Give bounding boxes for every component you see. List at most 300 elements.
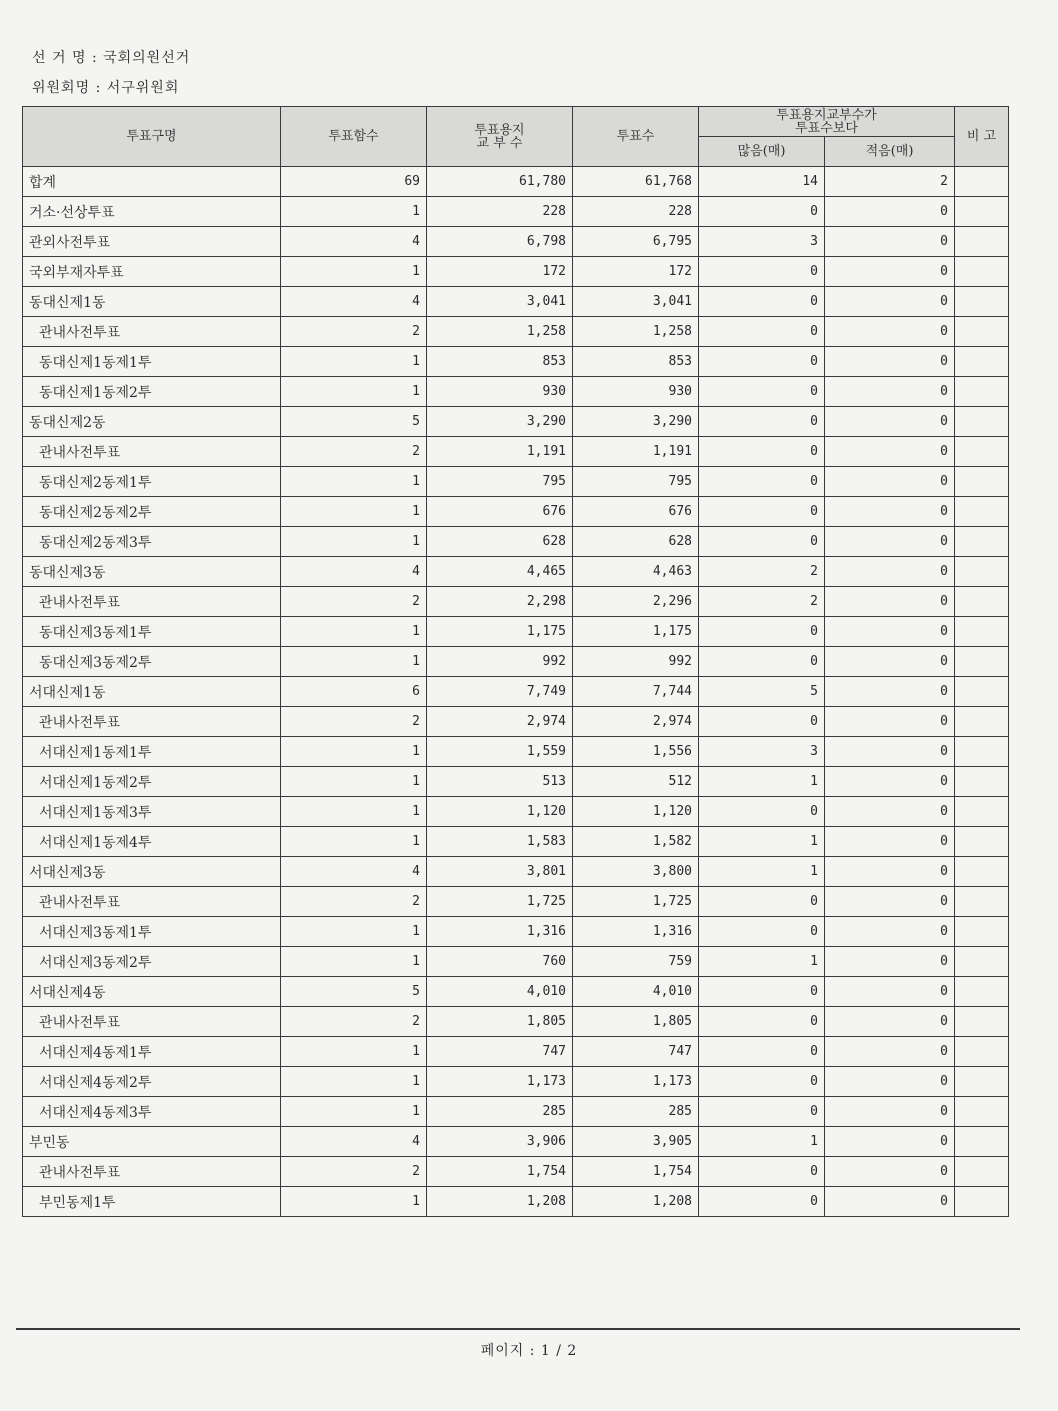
cell-ballots-issued: 853 [427, 347, 573, 377]
cell-votes: 853 [573, 347, 699, 377]
cell-more: 0 [699, 917, 825, 947]
cell-ballots-issued: 61,780 [427, 167, 573, 197]
cell-boxes: 1 [281, 947, 427, 977]
cell-more: 0 [699, 1037, 825, 1067]
cell-boxes: 1 [281, 647, 427, 677]
cell-less: 0 [825, 587, 955, 617]
cell-more: 0 [699, 197, 825, 227]
cell-note [955, 617, 1009, 647]
cell-boxes: 2 [281, 1007, 427, 1037]
table-row [23, 767, 1009, 797]
cell-boxes: 1 [281, 737, 427, 767]
cell-less: 0 [825, 887, 955, 917]
cell-boxes: 4 [281, 227, 427, 257]
cell-ballots-issued: 4,465 [427, 557, 573, 587]
cell-ballots-issued: 1,120 [427, 797, 573, 827]
cell-note [955, 1157, 1009, 1187]
cell-boxes: 4 [281, 1127, 427, 1157]
cell-more: 0 [699, 887, 825, 917]
committee-name-separator: : [95, 80, 102, 96]
cell-more: 0 [699, 437, 825, 467]
cell-district: 동대신제1동제1투 [23, 347, 281, 377]
cell-less: 0 [825, 797, 955, 827]
cell-district: 합계 [23, 167, 281, 197]
cell-boxes: 1 [281, 257, 427, 287]
cell-boxes: 1 [281, 1037, 427, 1067]
committee-name-label: 위원회명 [32, 80, 91, 96]
cell-district: 관외사전투표 [23, 227, 281, 257]
table-row [23, 977, 1009, 1007]
cell-boxes: 1 [281, 797, 427, 827]
cell-note [955, 647, 1009, 677]
table-row [23, 1067, 1009, 1097]
cell-votes: 172 [573, 257, 699, 287]
cell-less: 0 [825, 947, 955, 977]
cell-boxes: 1 [281, 1097, 427, 1127]
cell-votes: 7,744 [573, 677, 699, 707]
cell-votes: 1,556 [573, 737, 699, 767]
cell-note [955, 347, 1009, 377]
cell-ballots-issued: 628 [427, 527, 573, 557]
cell-votes: 3,041 [573, 287, 699, 317]
table-row [23, 257, 1009, 287]
committee-name-value: 서구위원회 [106, 80, 180, 96]
column-header-less: 적음(매) [825, 137, 955, 167]
cell-more: 1 [699, 827, 825, 857]
cell-ballots-issued: 172 [427, 257, 573, 287]
cell-boxes: 1 [281, 1067, 427, 1097]
cell-votes: 930 [573, 377, 699, 407]
cell-boxes: 2 [281, 1157, 427, 1187]
table-row [23, 527, 1009, 557]
table-row [23, 437, 1009, 467]
cell-district: 동대신제3동 [23, 557, 281, 587]
table-row [23, 587, 1009, 617]
table-row [23, 917, 1009, 947]
cell-district: 서대신제4동 [23, 977, 281, 1007]
cell-ballots-issued: 1,754 [427, 1157, 573, 1187]
cell-more: 0 [699, 977, 825, 1007]
cell-votes: 6,795 [573, 227, 699, 257]
cell-less: 0 [825, 407, 955, 437]
cell-more: 0 [699, 647, 825, 677]
cell-boxes: 2 [281, 437, 427, 467]
table-row [23, 467, 1009, 497]
cell-votes: 1,175 [573, 617, 699, 647]
cell-ballots-issued: 1,805 [427, 1007, 573, 1037]
cell-more: 5 [699, 677, 825, 707]
cell-note [955, 1187, 1009, 1217]
cell-boxes: 5 [281, 977, 427, 1007]
cell-district: 서대신제4동제1투 [23, 1037, 281, 1067]
cell-votes: 1,805 [573, 1007, 699, 1037]
cell-more: 0 [699, 407, 825, 437]
cell-votes: 1,754 [573, 1157, 699, 1187]
cell-district: 국외부재자투표 [23, 257, 281, 287]
cell-boxes: 1 [281, 527, 427, 557]
cell-less: 0 [825, 977, 955, 1007]
cell-note [955, 557, 1009, 587]
cell-district: 거소·선상투표 [23, 197, 281, 227]
cell-ballots-issued: 1,559 [427, 737, 573, 767]
cell-more: 0 [699, 257, 825, 287]
cell-boxes: 5 [281, 407, 427, 437]
cell-ballots-issued: 795 [427, 467, 573, 497]
cell-votes: 4,463 [573, 557, 699, 587]
page-number: 페이지 : 1 / 2 [480, 1343, 578, 1359]
cell-votes: 2,296 [573, 587, 699, 617]
cell-ballots-issued: 676 [427, 497, 573, 527]
cell-more: 0 [699, 797, 825, 827]
table-row [23, 797, 1009, 827]
cell-district: 서대신제1동제4투 [23, 827, 281, 857]
column-header-boxes: 투표함수 [281, 107, 427, 167]
cell-more: 3 [699, 737, 825, 767]
election-name-value: 국회의원선거 [103, 50, 191, 66]
cell-district: 서대신제3동 [23, 857, 281, 887]
cell-note [955, 1127, 1009, 1157]
cell-boxes: 2 [281, 887, 427, 917]
cell-ballots-issued: 760 [427, 947, 573, 977]
cell-ballots-issued: 1,175 [427, 617, 573, 647]
committee-name-line [32, 77, 179, 97]
cell-votes: 4,010 [573, 977, 699, 1007]
cell-ballots-issued: 228 [427, 197, 573, 227]
cell-boxes: 2 [281, 317, 427, 347]
cell-less: 0 [825, 467, 955, 497]
cell-district: 서대신제3동제2투 [23, 947, 281, 977]
cell-less: 0 [825, 737, 955, 767]
cell-district: 서대신제1동제2투 [23, 767, 281, 797]
cell-note [955, 977, 1009, 1007]
cell-district: 동대신제3동제2투 [23, 647, 281, 677]
cell-district: 서대신제1동제1투 [23, 737, 281, 767]
cell-note [955, 767, 1009, 797]
cell-ballots-issued: 3,041 [427, 287, 573, 317]
cell-note [955, 257, 1009, 287]
cell-less: 0 [825, 227, 955, 257]
cell-more: 0 [699, 707, 825, 737]
cell-less: 0 [825, 527, 955, 557]
cell-less: 0 [825, 557, 955, 587]
cell-ballots-issued: 1,725 [427, 887, 573, 917]
cell-ballots-issued: 2,298 [427, 587, 573, 617]
cell-boxes: 1 [281, 197, 427, 227]
cell-more: 2 [699, 557, 825, 587]
cell-boxes: 1 [281, 347, 427, 377]
cell-note [955, 917, 1009, 947]
cell-ballots-issued: 1,258 [427, 317, 573, 347]
table-row [23, 407, 1009, 437]
cell-district: 관내사전투표 [23, 317, 281, 347]
cell-ballots-issued: 6,798 [427, 227, 573, 257]
cell-more: 0 [699, 317, 825, 347]
cell-boxes: 4 [281, 857, 427, 887]
cell-boxes: 4 [281, 287, 427, 317]
cell-boxes: 2 [281, 707, 427, 737]
cell-note [955, 737, 1009, 767]
cell-district: 관내사전투표 [23, 587, 281, 617]
cell-note [955, 887, 1009, 917]
cell-ballots-issued: 7,749 [427, 677, 573, 707]
cell-less: 0 [825, 377, 955, 407]
cell-less: 0 [825, 1067, 955, 1097]
ballot-count-table [22, 106, 1009, 1217]
cell-note [955, 707, 1009, 737]
table-row [23, 827, 1009, 857]
cell-district: 동대신제2동제1투 [23, 467, 281, 497]
cell-less: 0 [825, 707, 955, 737]
cell-note [955, 677, 1009, 707]
cell-less: 0 [825, 347, 955, 377]
table-body [23, 167, 1009, 1217]
cell-note [955, 467, 1009, 497]
cell-more: 0 [699, 497, 825, 527]
table-row [23, 1007, 1009, 1037]
cell-district: 동대신제3동제1투 [23, 617, 281, 647]
cell-more: 0 [699, 377, 825, 407]
cell-district: 동대신제1동 [23, 287, 281, 317]
cell-ballots-issued: 4,010 [427, 977, 573, 1007]
cell-note [955, 527, 1009, 557]
table-row [23, 737, 1009, 767]
table-row [23, 1157, 1009, 1187]
cell-less: 0 [825, 647, 955, 677]
cell-ballots-issued: 1,208 [427, 1187, 573, 1217]
cell-boxes: 4 [281, 557, 427, 587]
cell-note [955, 317, 1009, 347]
cell-more: 1 [699, 857, 825, 887]
cell-boxes: 2 [281, 587, 427, 617]
cell-note [955, 1037, 1009, 1067]
table-row [23, 557, 1009, 587]
table-row [23, 707, 1009, 737]
election-name-line [32, 47, 190, 67]
cell-more: 0 [699, 1067, 825, 1097]
table-row [23, 197, 1009, 227]
cell-ballots-issued: 1,191 [427, 437, 573, 467]
cell-ballots-issued: 1,173 [427, 1067, 573, 1097]
cell-more: 1 [699, 1127, 825, 1157]
cell-boxes: 1 [281, 767, 427, 797]
cell-less: 0 [825, 257, 955, 287]
cell-less: 0 [825, 317, 955, 347]
cell-boxes: 1 [281, 617, 427, 647]
table-row [23, 1187, 1009, 1217]
cell-note [955, 947, 1009, 977]
cell-more: 0 [699, 347, 825, 377]
cell-less: 0 [825, 677, 955, 707]
table-row [23, 227, 1009, 257]
cell-boxes: 1 [281, 827, 427, 857]
cell-votes: 992 [573, 647, 699, 677]
cell-note [955, 167, 1009, 197]
cell-ballots-issued: 285 [427, 1097, 573, 1127]
cell-more: 3 [699, 227, 825, 257]
table-row [23, 377, 1009, 407]
column-header-district: 투표구명 [23, 107, 281, 167]
table-row [23, 1127, 1009, 1157]
cell-district: 부민동 [23, 1127, 281, 1157]
cell-more: 0 [699, 1187, 825, 1217]
cell-ballots-issued: 3,290 [427, 407, 573, 437]
cell-votes: 1,258 [573, 317, 699, 347]
cell-ballots-issued: 1,316 [427, 917, 573, 947]
table-header [23, 107, 1009, 167]
cell-note [955, 377, 1009, 407]
cell-district: 서대신제4동제3투 [23, 1097, 281, 1127]
table-row [23, 647, 1009, 677]
column-header-group: 투표용지교부수가 투표수보다 [699, 107, 955, 137]
cell-votes: 61,768 [573, 167, 699, 197]
cell-more: 0 [699, 287, 825, 317]
cell-note [955, 407, 1009, 437]
cell-ballots-issued: 513 [427, 767, 573, 797]
cell-less: 2 [825, 167, 955, 197]
cell-district: 부민동제1투 [23, 1187, 281, 1217]
cell-ballots-issued: 930 [427, 377, 573, 407]
cell-ballots-issued: 747 [427, 1037, 573, 1067]
cell-votes: 1,208 [573, 1187, 699, 1217]
cell-district: 관내사전투표 [23, 707, 281, 737]
cell-less: 0 [825, 917, 955, 947]
cell-note [955, 1007, 1009, 1037]
cell-district: 서대신제4동제2투 [23, 1067, 281, 1097]
cell-district: 관내사전투표 [23, 1157, 281, 1187]
cell-more: 14 [699, 167, 825, 197]
cell-note [955, 227, 1009, 257]
table-row [23, 167, 1009, 197]
cell-less: 0 [825, 497, 955, 527]
cell-district: 서대신제1동 [23, 677, 281, 707]
cell-boxes: 69 [281, 167, 427, 197]
cell-votes: 3,800 [573, 857, 699, 887]
cell-votes: 2,974 [573, 707, 699, 737]
cell-note [955, 497, 1009, 527]
table-row [23, 947, 1009, 977]
cell-note [955, 437, 1009, 467]
cell-more: 1 [699, 767, 825, 797]
cell-less: 0 [825, 1127, 955, 1157]
cell-district: 동대신제2동제2투 [23, 497, 281, 527]
cell-votes: 676 [573, 497, 699, 527]
cell-district: 관내사전투표 [23, 887, 281, 917]
cell-votes: 795 [573, 467, 699, 497]
table-row [23, 497, 1009, 527]
cell-boxes: 6 [281, 677, 427, 707]
cell-less: 0 [825, 1187, 955, 1217]
cell-less: 0 [825, 437, 955, 467]
cell-note [955, 587, 1009, 617]
table-row [23, 1097, 1009, 1127]
cell-more: 0 [699, 467, 825, 497]
cell-note [955, 197, 1009, 227]
table-row [23, 677, 1009, 707]
cell-note [955, 827, 1009, 857]
cell-more: 0 [699, 1157, 825, 1187]
cell-more: 0 [699, 1007, 825, 1037]
cell-votes: 759 [573, 947, 699, 977]
cell-more: 2 [699, 587, 825, 617]
column-header-votes: 투표수 [573, 107, 699, 167]
table-row [23, 887, 1009, 917]
cell-votes: 1,316 [573, 917, 699, 947]
cell-less: 0 [825, 197, 955, 227]
cell-district: 동대신제2동제3투 [23, 527, 281, 557]
cell-votes: 3,905 [573, 1127, 699, 1157]
cell-votes: 1,173 [573, 1067, 699, 1097]
cell-less: 0 [825, 857, 955, 887]
cell-less: 0 [825, 827, 955, 857]
cell-boxes: 1 [281, 377, 427, 407]
cell-district: 관내사전투표 [23, 437, 281, 467]
cell-ballots-issued: 1,583 [427, 827, 573, 857]
footer-divider [16, 1328, 1020, 1330]
table-row [23, 347, 1009, 377]
cell-boxes: 1 [281, 917, 427, 947]
cell-ballots-issued: 3,801 [427, 857, 573, 887]
cell-district: 동대신제1동제2투 [23, 377, 281, 407]
cell-less: 0 [825, 767, 955, 797]
cell-votes: 1,120 [573, 797, 699, 827]
cell-district: 서대신제3동제1투 [23, 917, 281, 947]
cell-boxes: 1 [281, 497, 427, 527]
cell-less: 0 [825, 1037, 955, 1067]
cell-boxes: 1 [281, 1187, 427, 1217]
cell-votes: 628 [573, 527, 699, 557]
cell-note [955, 1097, 1009, 1127]
cell-more: 1 [699, 947, 825, 977]
cell-votes: 1,582 [573, 827, 699, 857]
table-row [23, 617, 1009, 647]
cell-note [955, 1067, 1009, 1097]
cell-district: 서대신제1동제3투 [23, 797, 281, 827]
table-row [23, 287, 1009, 317]
cell-votes: 747 [573, 1037, 699, 1067]
election-name-label: 선 거 명 [32, 50, 87, 66]
cell-votes: 285 [573, 1097, 699, 1127]
cell-votes: 512 [573, 767, 699, 797]
cell-less: 0 [825, 1007, 955, 1037]
cell-votes: 1,725 [573, 887, 699, 917]
column-header-note: 비 고 [955, 107, 1009, 167]
cell-more: 0 [699, 617, 825, 647]
cell-less: 0 [825, 1157, 955, 1187]
cell-boxes: 1 [281, 467, 427, 497]
cell-less: 0 [825, 617, 955, 647]
table-row [23, 1037, 1009, 1067]
cell-votes: 1,191 [573, 437, 699, 467]
cell-note [955, 797, 1009, 827]
cell-votes: 228 [573, 197, 699, 227]
cell-district: 관내사전투표 [23, 1007, 281, 1037]
column-header-more: 많음(매) [699, 137, 825, 167]
cell-note [955, 857, 1009, 887]
cell-more: 0 [699, 527, 825, 557]
cell-less: 0 [825, 287, 955, 317]
cell-more: 0 [699, 1097, 825, 1127]
election-name-separator: : [91, 50, 98, 66]
cell-district: 동대신제2동 [23, 407, 281, 437]
table-row [23, 317, 1009, 347]
cell-note [955, 287, 1009, 317]
cell-less: 0 [825, 1097, 955, 1127]
cell-ballots-issued: 992 [427, 647, 573, 677]
column-header-ballots-issued: 투표용지 교 부 수 [427, 107, 573, 167]
cell-ballots-issued: 2,974 [427, 707, 573, 737]
table-row [23, 857, 1009, 887]
cell-votes: 3,290 [573, 407, 699, 437]
